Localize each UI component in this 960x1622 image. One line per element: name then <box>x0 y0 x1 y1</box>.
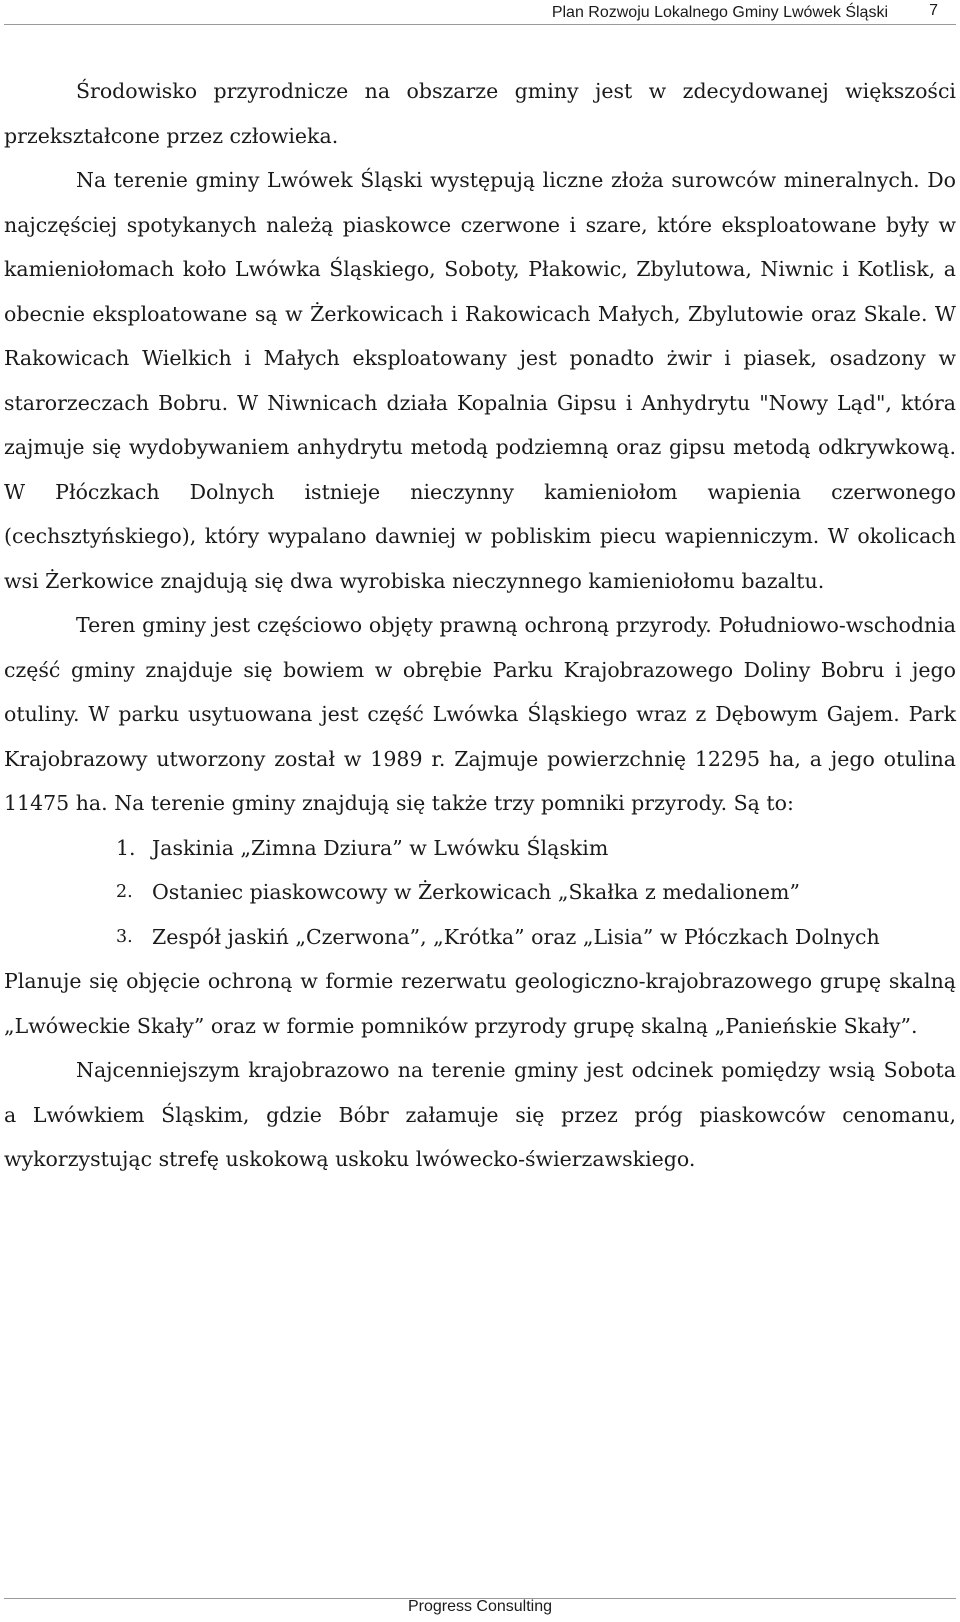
page-number: 7 <box>929 2 938 19</box>
page-header <box>0 0 960 24</box>
list-item <box>4 915 956 960</box>
list-number: 1. <box>116 835 136 860</box>
paragraph-nature-protection: Teren gminy jest częściowo objęty prawną ochroną przyrody. Południowo-wschodnia część gminy znajduje się bowiem w obrębie Parku Krajobrazowego Doliny Bobru i jego otuliny. W parku usytuowana jest część Lwówka Śląskiego wraz z Dębowym Gajem. Park Krajobrazowy utworzony został w 1989 r. Zajmuje powierzchnię 12295 ha, a jego otulina 11475 ha. Na terenie gminy znajdują się także trzy pomniki przyrody. Są to: <box>4 613 956 815</box>
footer-text: Progress Consulting <box>407 1598 553 1615</box>
natural-monuments-list <box>4 826 956 960</box>
list-number: 3. <box>116 926 133 947</box>
document-body <box>4 69 956 1182</box>
page-footer <box>0 1590 960 1622</box>
header-divider <box>4 24 956 25</box>
list-item-text: Ostaniec piaskowcowy w Żerkowicach „Skałka z medalionem” <box>152 880 800 904</box>
list-number: 2. <box>116 882 133 902</box>
list-item <box>4 870 956 915</box>
paragraph-environment: Środowisko przyrodnicze na obszarze gminy jest w zdecydowanej większości przekształcone przez człowieka. <box>4 79 956 148</box>
list-item-text: Jaskinia „Zimna Dziura” w Lwówku Śląskim <box>152 835 609 860</box>
paragraph-landscape: Najcenniejszym krajobrazowo na terenie gminy jest odcinek pomiędzy wsią Sobota a Lwówkiem Śląskim, gdzie Bóbr załamuje się przez próg piaskowców cenomanu, wykorzystując strefę uskokową uskoku lwówecko-świerzawskiego. <box>4 1058 956 1171</box>
list-item <box>4 826 956 871</box>
paragraph-planned-protection: Planuje się objęcie ochroną w formie rezerwatu geologiczno-krajobrazowego grupę skalną „Lwóweckie Skały” oraz w formie pomników przyrody grupę skalną „Panieńskie Skały”. <box>4 969 956 1038</box>
paragraph-minerals: Na terenie gminy Lwówek Śląski występują liczne złoża surowców mineralnych. Do najczęściej spotykanych należą piaskowce czerwone i szare, które eksploatowane były w kamieniołomach koło Lwówka Śląskiego, Soboty, Płakowic, Zbylutowa, Niwnic i Kotlisk, a obecnie eksploatowane są w Żerkowicach i Rakowicach Małych, Zbylutowie oraz Skale. W Rakowicach Wielkich i Małych eksploatowany jest ponadto żwir i piasek, osadzony w starorzeczach Bobru. W Niwnicach działa Kopalnia Gipsu i Anhydrytu "Nowy Ląd", która zajmuje się wydobywaniem anhydrytu metodą podziemną oraz gipsu metodą odkrywkową. W Płóczkach Dolnych istnieje nieczynny kamieniołom wapienia czerwonego (cechsztyńskiego), który wypalano dawniej w pobliskim piecu wapienniczym. W okolicach wsi Żerkowice znajdują się dwa wyrobiska nieczynnego kamieniołomu bazaltu. <box>4 168 956 593</box>
list-item-text: Zespół jaskiń „Czerwona”, „Krótka” oraz „Lisia” w Płóczkach Dolnych <box>152 924 880 949</box>
document-title: Plan Rozwoju Lokalnego Gminy Lwówek Śląski <box>551 4 888 21</box>
